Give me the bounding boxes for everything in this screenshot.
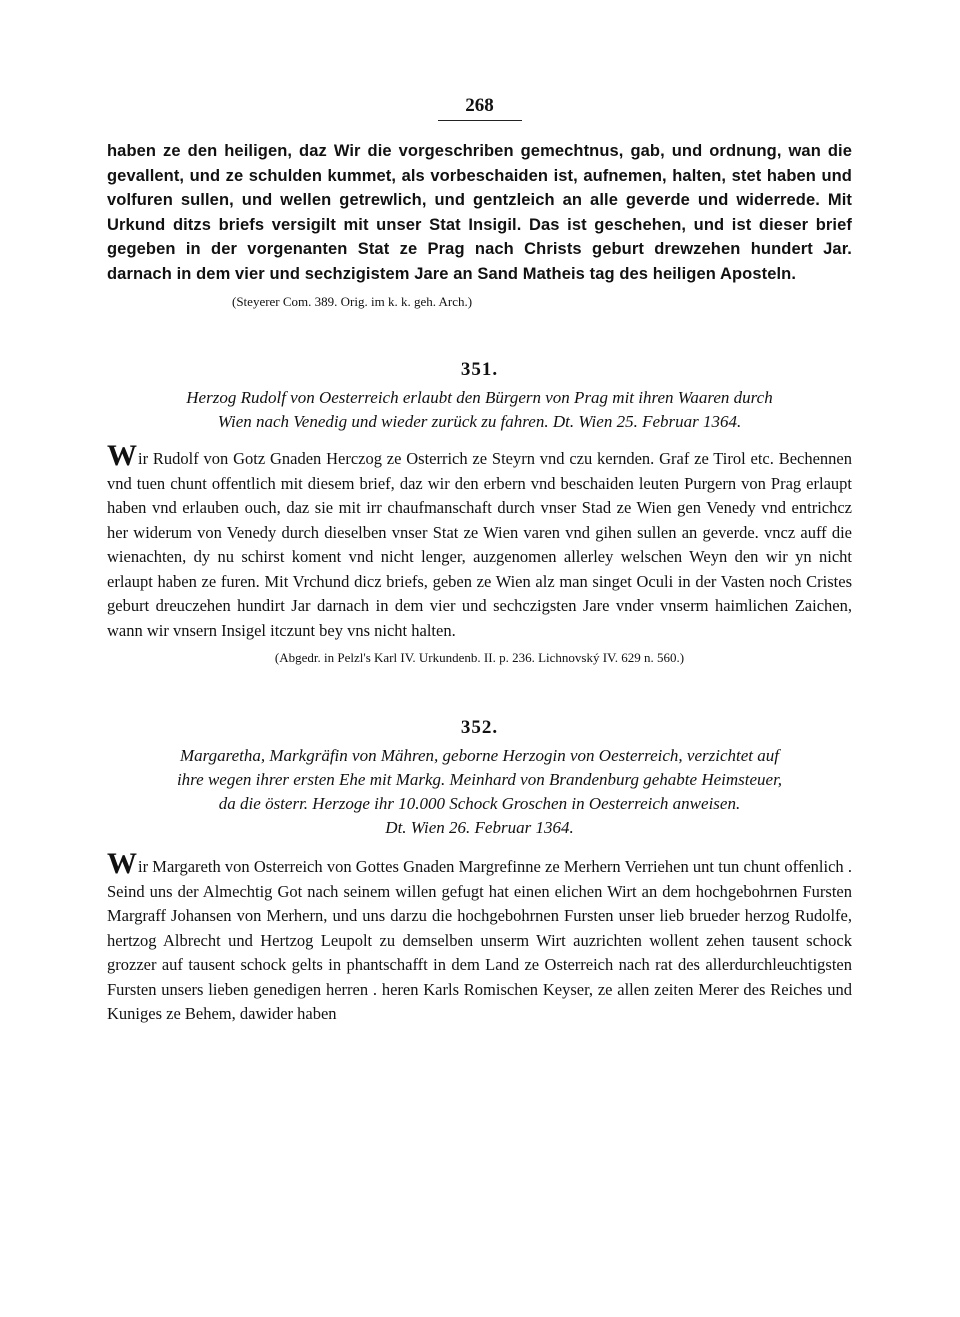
document-352 <box>107 716 852 1027</box>
initial-letter: W <box>107 847 137 880</box>
document-page <box>107 92 852 1027</box>
summary-line: da die österr. Herzoge ihr 10.000 Schock Groschen in Oesterreich anweisen. <box>218 794 741 813</box>
initial-letter: W <box>107 439 137 472</box>
document-text <box>107 847 852 1027</box>
page-number: 268 <box>465 95 494 116</box>
document-text <box>107 439 852 643</box>
source-citation: (Abgedr. in Pelzl's Karl IV. Urkundenb. II. p. 236. Lichnovský IV. 629 n. 560.) <box>274 650 685 665</box>
summary-line: Dt. Wien 26. Februar 1364. <box>385 818 574 837</box>
document-summary <box>107 744 852 840</box>
page-number-rule <box>438 120 522 121</box>
summary-line: Herzog Rudolf von Oesterreich erlaubt den Bürgern von Prag mit ihren Waaren durch <box>186 388 773 407</box>
summary-line: Wien nach Venedig und wieder zurück zu fahren. Dt. Wien 25. Februar 1364. <box>217 412 742 431</box>
summary-line: Margaretha, Markgräfin von Mähren, geborne Herzogin von Oesterreich, verzichtet auf <box>180 746 779 765</box>
document-summary <box>107 386 852 434</box>
document-body: ir Rudolf von Gotz Gnaden Herczog ze Osterrich ze Steyrn vnd czu kernden. Graf ze Tirol etc. Bechennen vnd tuen chunt offentlich mit diesem brief, daz wir den erbern vnd beschaiden leuten Purgern von Prag erlaupt haben vnd erlauben ouch, daz sie mit irr chaufmanschaft durch vnser Stad ze Wien gen Venedy vnd entrichcz her widerum von Venedy durch dieselben vnser Stat ze Wien varen vnd gihen sullen an geverde. vncz auff die wienachten, dy nu schirst koment vnd nicht lenger, auzgenomen allerley welschen Weyn den wir yn nicht erlaupt haben ze furen. Mit Vrchund dicz briefs, geben ze Wien alz man singet Oculi in der Vasten noch Cristes geburt dreuczehen hundirt Jar darnach in dem vier und sechczigsten Jare vnder vnserm haimlichen Zaichen, wann wir vnsern Insigel itczunt bey vns nicht halten. <box>107 449 852 640</box>
continued-text: haben ze den heiligen, daz Wir die vorgeschriben gemechtnus, gab, und ordnung, wan die gevallent, und ze schulden kummet, als vorbeschaiden ist, aufnemen, halten, stet haben und volfuren sullen, und wellen getrewlich, und gentzleich an alle geverde und widerrede. Mit Urkund ditzs briefs versigilt mit unser Stat Insigil. Das ist geschehen, und ist dieser brief gegeben in der vorgenanten Stat ze Prag nach Christs geburt drewzehen hundert Jar. darnach in dem vier und sechzigistem Jare an Sand Matheis tag des heiligen Aposteln. <box>107 142 852 283</box>
document-body: ir Margareth von Osterreich von Gottes Gnaden Margrefinne ze Merhern Verriehen unt tun chunt offenlich . Seind uns der Almechtig Got nach seinem willen gefugt hat einen elichen Wirt an dem hochgebohrnen Fursten Margraff Johansen von Merhern, und uns darzu die hochgebohrnen Fursten unser lieb brueder herzog Rudolfe, hertzog Albrecht und Hertzog Leupolt zu demselben unserm Wirt auzrichten wollent zehen tausent schock grozzer auf tausent schock gelts in phantschafft in dem Land ze Osterreich nach rat des allerdurchleuchtigsten Fursten unsers lieben genedigen herren . heren Karls Romischen Keyser, ze allen zeiten Merer des Reiches und Kuniges ze Behem, dawider haben <box>107 857 852 1023</box>
document-351 <box>107 358 852 668</box>
intro-source-citation: (Steyerer Com. 389. Orig. im k. k. geh. Arch.) <box>232 294 473 309</box>
document-number: 352. <box>460 717 499 738</box>
document-number: 351. <box>460 359 499 380</box>
summary-line: ihre wegen ihrer ersten Ehe mit Markg. Meinhard von Brandenburg gehabte Heimsteuer, <box>176 770 783 789</box>
